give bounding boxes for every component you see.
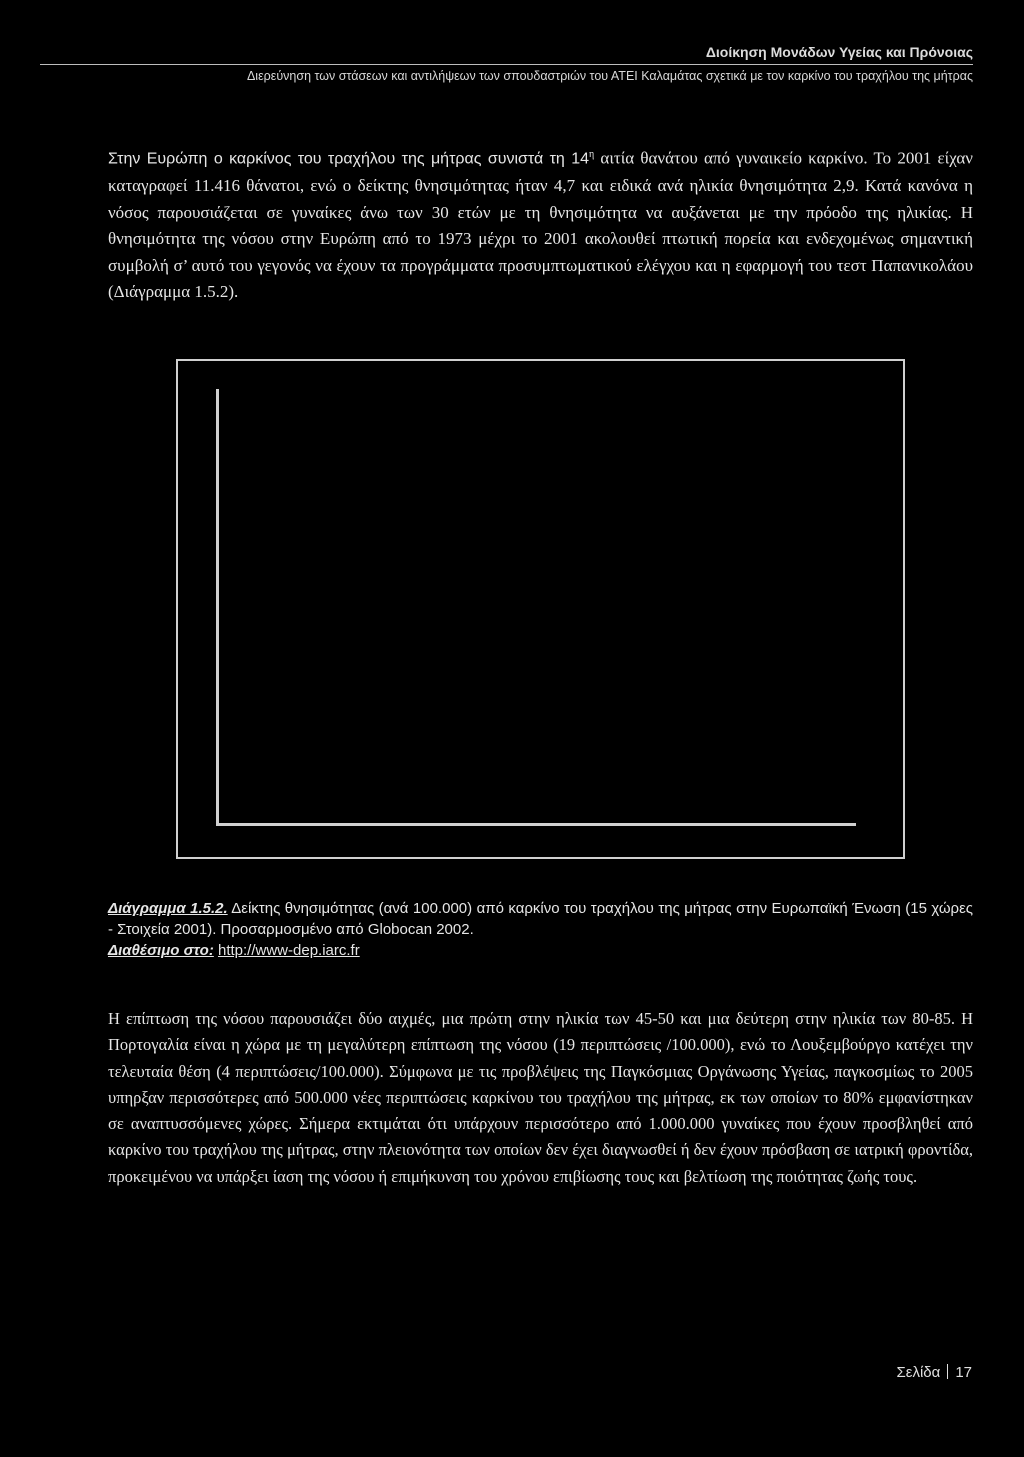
header-subtitle: Διερεύνηση των στάσεων και αντιλήψεων των σπουδαστριών του ΑΤΕΙ Καλαμάτας σχετικά με τον καρκίνο του τραχήλου της μήτρας [246, 69, 973, 83]
chart-frame [176, 359, 905, 859]
paragraph-intro-rest: αιτία θανάτου από γυναικείο καρκίνο. Το 2001 είχαν καταγραφεί 11.416 θάνατοι, ενώ ο δείκτης θνησιμότητας ήταν 4,7 και ειδικά ανά ηλικία θνησιμότητα 2,9. Κατά κανόνα η νόσος παρουσιάζεται σε γυναίκες άνω των 30 ετών με τη θνησιμότητα να αυξάνεται με την πρόοδο της ηλικίας. Η θνησιμότητα της νόσου στην Ευρώπη από το 1973 μέχρι το 2001 ακολουθεί πτωτική πορεία και ενδεχομένως σημαντική συμβολή σ’ αυτό του γεγονός να έχουν τα προγράμματα προσυμπτωματικού ελέγχου και η εφαρμογή του τεστ Παπανικολάου (Διάγραμμα 1.5.2). [108, 148, 973, 302]
footer-separator [947, 1364, 948, 1379]
header-title: Διοίκηση Μονάδων Υγείας και Πρόνοιας [705, 44, 973, 60]
page-footer [896, 1364, 972, 1381]
ordinal-superscript: η [589, 149, 595, 160]
caption-label: Διάγραμμα 1.5.2. [108, 900, 228, 917]
page-number: 17 [955, 1364, 972, 1381]
chart-x-axis [216, 823, 856, 826]
figure-caption [108, 898, 973, 961]
available-at-label: Διαθέσιμο στο: [108, 942, 214, 959]
source-link[interactable]: http://www-dep.iarc.fr [218, 942, 360, 959]
page-label: Σελίδα [896, 1364, 941, 1381]
paragraph-incidence: Η επίπτωση της νόσου παρουσιάζει δύο αιχμές, μια πρώτη στην ηλικία των 45-50 και μια δεύτερη στην ηλικία των 80-85. Η Πορτογαλία είναι η χώρα με τη μεγαλύτερη επίπτωση της νόσου (19 περιπτώσεις /100.000), ενώ το Λουξεμβούργο κατέχει την τελευταία θέση (4 περιπτώσεις/100.000). Σύμφωνα με τις προβλέψεις της Παγκόσμιας Οργάνωσης Υγείας, παγκοσμίως το 2005 υπηρξαν περισσότερες από 500.000 νέες περιπτώσεις καρκίνου του τραχήλου της μήτρας, εκ των οποίων το 80% εμφανίστηκαν σε αναπτυσσόμενες χώρες. Σήμερα εκτιμάται ότι υπάρχουν περισσότερο από 1.000.000 γυναίκες που έχουν προσβληθεί από καρκίνο του τραχήλου της μήτρας, στην πλειονότητα των οποίων δεν έχει διαγνωσθεί ή δεν έχουν πρόσβαση σε ιατρική φροντίδα, προκειμένου να υπάρξει ίαση της νόσου ή επιμήκυνση του χρόνου επιβίωσης τους και βελτίωση της ποιότητας ζωής τους. [108, 1009, 973, 1186]
caption-text: Δείκτης θνησιμότητας (ανά 100.000) από καρκίνο του τραχήλου της μήτρας στην Ευρωπαϊκή Ένωση (15 χώρες - Στοιχεία 2001). Προσαρμοσμένο από Globocan 2002. [108, 900, 973, 938]
chart-y-axis [216, 389, 219, 825]
paragraph-intro [108, 142, 973, 306]
running-header [40, 44, 973, 65]
paragraph-intro-lead: Στην Ευρώπη ο καρκίνος του τραχήλου της μήτρας συνιστά τη 14 [108, 150, 589, 168]
